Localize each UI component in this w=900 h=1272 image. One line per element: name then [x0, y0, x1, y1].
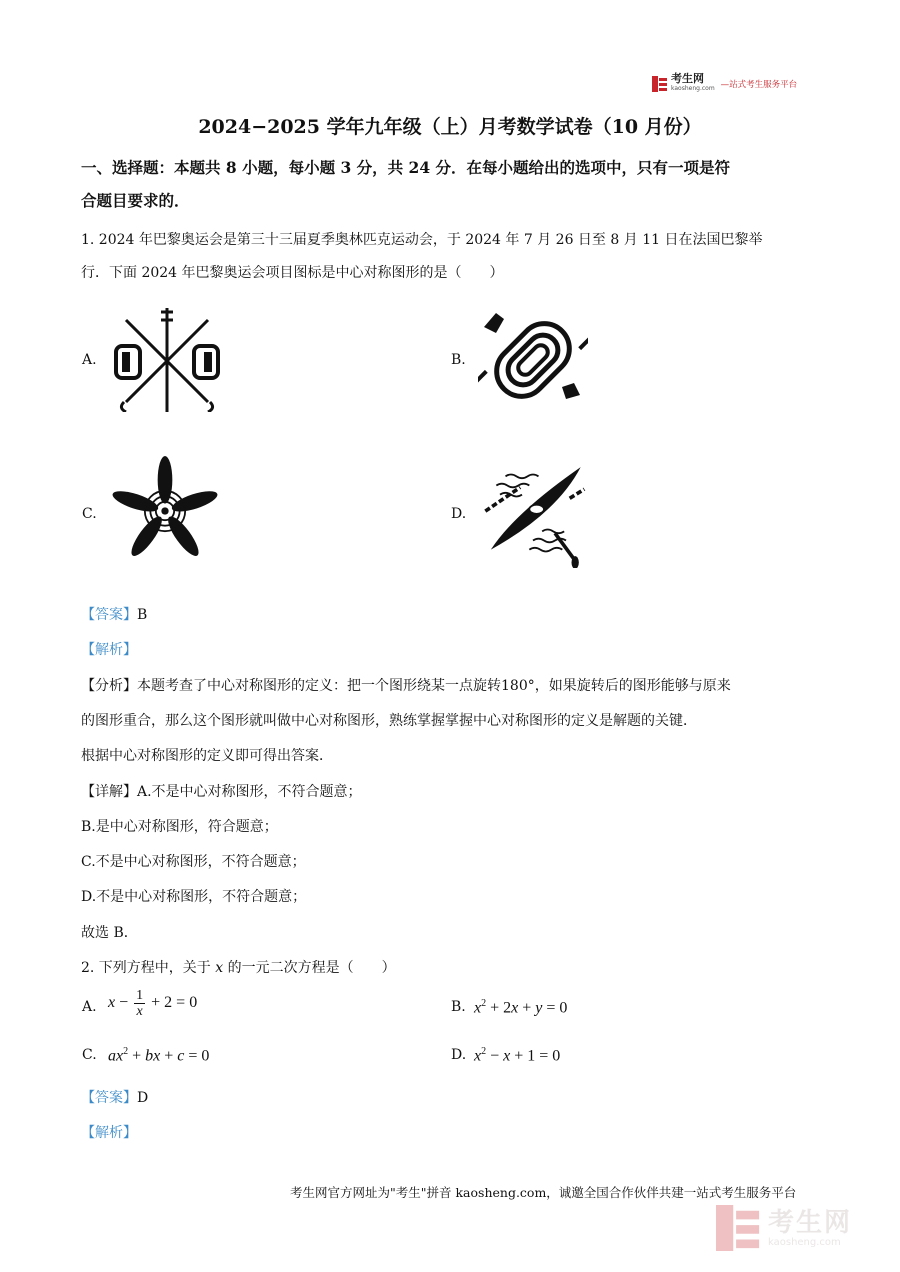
- q1-answer: [81, 605, 821, 625]
- site-logo: [652, 74, 817, 94]
- q1-detail-tag: 【详解】: [81, 784, 137, 800]
- q2-option-d-label: D.: [451, 1047, 467, 1063]
- watermark: [716, 1200, 876, 1256]
- q2-option-b-label: B.: [451, 999, 466, 1015]
- q2-option-b-equation: $x^2 + 2x + y = 0$: [474, 998, 568, 1017]
- watermark-logo-icon: [716, 1205, 762, 1251]
- q2-option-d-equation: $x^2 - x + 1 = 0$: [474, 1046, 561, 1065]
- q1-detail-c: C.不是中心对称图形，不符合题意；: [81, 854, 306, 870]
- q1-option-c-label: C.: [82, 506, 97, 522]
- q2-option-a-label: A.: [82, 999, 97, 1015]
- pinwheel-icon: [110, 456, 220, 566]
- logo-brand: [671, 74, 715, 94]
- q1-fenxi-line2: 的图形重合，那么这个图形就叫做中心对称图形，熟练掌握掌握中心对称图形的定义是解题的关键．: [81, 713, 697, 729]
- q1-conclusion: 故选 B．: [81, 925, 138, 941]
- q1-fenxi-text1: 本题考查了中心对称图形的定义：把一个图形绕某一点旋转180°，如果旋转后的图形能够与原来: [137, 678, 731, 694]
- section-heading-line1: 一、选择题：本题共 8 小题，每小题 3 分，共 24 分．在每小题给出的选项中，只有一项是符: [81, 158, 731, 177]
- q2-option-c-equation: $ax^2$ + bx + c = 0: [108, 1046, 210, 1065]
- fencing-icon: [112, 302, 222, 412]
- q2-stem-variable: x: [215, 960, 224, 976]
- logo-brand-name: 考生网: [671, 72, 704, 85]
- logo-domain: kaosheng.com: [671, 85, 715, 92]
- q2-answer: [81, 1088, 821, 1108]
- q1-fenxi-tag: 【分析】: [81, 678, 137, 694]
- q1-option-b-label: B.: [451, 352, 466, 368]
- q2-analysis-tag: 【解析】: [81, 1125, 137, 1141]
- q2-stem: [81, 958, 821, 978]
- q1-stem-line1: 1. 2024 年巴黎奥运会是第三十三届夏季奥林匹克运动会，于 2024 年 7 月 26 日至 8 月 11 日在法国巴黎举: [81, 232, 763, 248]
- athletics-track-icon: [478, 305, 588, 415]
- q2-answer-value: D: [137, 1090, 149, 1106]
- watermark-text: [768, 1209, 852, 1248]
- q1-stem-line2: 行．下面 2024 年巴黎奥运会项目图标是中心对称图形的是（ ）: [81, 265, 504, 281]
- q1-fenxi-line3: 根据中心对称图形的定义即可得出答案．: [81, 748, 333, 764]
- q1-detail-b: B.是中心对称图形，符合题意；: [81, 819, 278, 835]
- q1-answer-value: B: [137, 607, 148, 623]
- q2-option-c-label: C.: [82, 1047, 97, 1063]
- q2-stem-prefix: 2. 下列方程中，关于: [81, 960, 216, 976]
- q1-option-d-label: D.: [451, 506, 467, 522]
- q1-answer-tag: 【答案】: [81, 607, 137, 623]
- watermark-domain: kaosheng.com: [768, 1236, 841, 1248]
- watermark-brand: 考生网: [768, 1207, 853, 1238]
- canoe-kayak-icon: [478, 458, 588, 568]
- q1-detail-d: D.不是中心对称图形，不符合题意；: [81, 889, 307, 905]
- kaosheng-logo-icon: [652, 76, 668, 92]
- q1-detail-a: A.不是中心对称图形，不符合题意；: [137, 784, 362, 800]
- q1-detail-line1: [81, 782, 821, 802]
- q2-answer-tag: 【答案】: [81, 1090, 137, 1106]
- logo-slogan: —站式考生服务平台: [720, 80, 798, 90]
- page-footer: 考生网官方网址为"考生"拼音 kaosheng.com，诚邀全国合作伙伴共建一站式考生服务平台: [290, 1185, 797, 1200]
- page-title: 2024−2025 学年九年级（上）月考数学试卷（10 月份）: [198, 116, 702, 138]
- section-heading-line2: 合题目要求的．: [81, 191, 190, 210]
- q1-analysis-tag: 【解析】: [81, 642, 137, 658]
- q2-option-a-equation: x − $\frac{1}{x}$ + 2 = 0: [108, 988, 198, 1019]
- q1-option-a-label: A.: [82, 352, 97, 368]
- q1-fenxi-line1: [81, 676, 821, 696]
- q2-stem-suffix: 的一元二次方程是（ ）: [223, 960, 396, 976]
